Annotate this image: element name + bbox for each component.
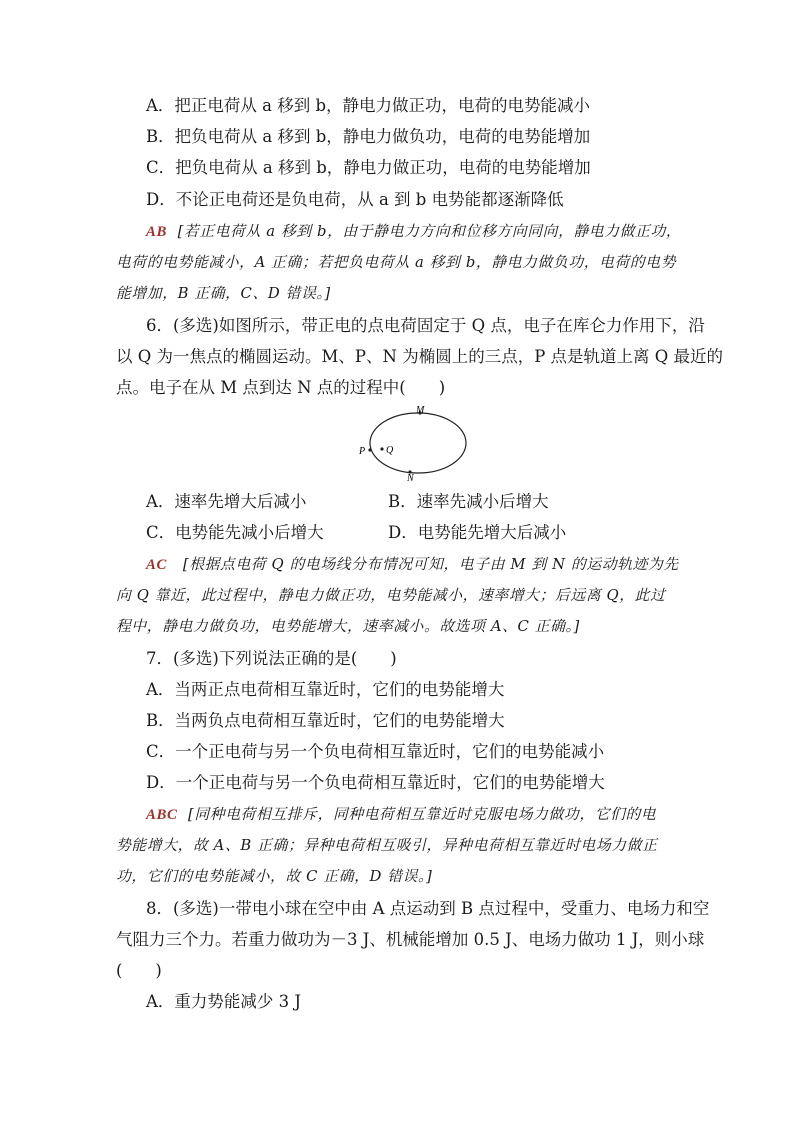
q6-explanation-line-2: 向 Q 靠近，此过程中，静电力做正功，电势能减小，速率增大；后远离 Q，此过 [116, 587, 666, 604]
label-m: M [416, 405, 425, 416]
q7-explanation-line-2: 势能增大，故 A、B 正确；异种电荷相互吸引，异种电荷相互靠近时电场力做正 [116, 837, 658, 854]
q8-option-a: A．重力势能减少 3 J [146, 992, 302, 1011]
q6-stem-line-1: 6．(多选)如图所示，带正电的点电荷固定于 Q 点，电子在库仑力作用下，沿 [146, 316, 705, 335]
q8-stem-line-3: ( ) [116, 961, 162, 980]
q7-option-d: D．一个正电荷与另一个负电荷相互靠近时，它们的电势能增大 [146, 773, 605, 792]
q5-explanation-text-1: [若正电荷从 a 移到 b，由于静电力方向和位移方向同向，静电力做正功， [177, 223, 682, 240]
ellipse-orbit-figure [350, 405, 480, 481]
q5-option-c: C．把负电荷从 a 移到 b，静电力做正功，电荷的电势能增加 [146, 158, 591, 177]
q5-option-a: A．把正电荷从 a 移到 b，静电力做正功，电荷的电势能减小 [146, 96, 591, 115]
q7-stem-line-1: 7．(多选)下列说法正确的是( ) [146, 649, 397, 668]
q7-answer: ABC [146, 807, 178, 823]
q8-stem-line-2: 气阻力三个力。若重力做功为－3 J、机械能增加 0.5 J、电场力做功 1 J，则小球 [116, 930, 705, 949]
q8-stem-line-1: 8．(多选)一带电小球在空中由 A 点运动到 B 点过程中，受重力、电场力和空 [146, 899, 710, 918]
label-q: Q [386, 445, 394, 456]
q6-option-a: A．速率先增大后减小 [146, 492, 307, 511]
q6-explanation-line-1 [146, 554, 679, 576]
point-p [368, 448, 371, 451]
q6-option-b: B．速率先减小后增大 [388, 492, 549, 511]
label-p: P [359, 446, 366, 457]
q5-explanation-line-2: 电荷的电势能减小，A 正确；若把负电荷从 a 移到 b，静电力做负功，电荷的电势 [116, 254, 677, 271]
label-n: N [407, 473, 414, 481]
q6-explanation-text-1: [根据点电荷 Q 的电场线分布情况可知，电子由 M 到 N 的运动轨迹为先 [182, 556, 679, 573]
q5-answer: AB [146, 224, 167, 240]
q7-option-b: B．当两负点电荷相互靠近时，它们的电势能增大 [146, 711, 505, 730]
q7-explanation-text-1: [同种电荷相互排斥，同种电荷相互靠近时克服电场力做功，它们的电 [188, 806, 657, 823]
q5-explanation-line-3: 能增加，B 正确，C、D 错误。] [116, 285, 331, 302]
q6-stem-line-2: 以 Q 为一焦点的椭圆运动。M、P、N 为椭圆上的三点，P 点是轨道上离 Q 最近的 [116, 347, 724, 366]
q7-option-a: A．当两正点电荷相互靠近时，它们的电势能增大 [146, 680, 505, 699]
q7-explanation-line-1 [146, 804, 656, 826]
q6-explanation-line-3: 程中，静电力做负功，电势能增大，速率减小。故选项 A、C 正确。] [116, 618, 580, 635]
q6-option-c: C．电势能先减小后增大 [146, 523, 324, 542]
q7-option-c: C．一个正电荷与另一个负电荷相互靠近时，它们的电势能减小 [146, 742, 605, 761]
q6-answer: AC [146, 557, 167, 573]
q6-stem-line-3: 点。电子在从 M 点到达 N 点的过程中( ) [116, 378, 446, 397]
q7-explanation-line-3: 功，它们的电势能减小，故 C 正确，D 错误。] [116, 868, 433, 885]
q6-option-d: D．电势能先增大后减小 [388, 523, 567, 542]
q5-option-b: B．把负电荷从 a 移到 b，静电力做负功，电荷的电势能增加 [146, 127, 591, 146]
point-q [380, 447, 383, 450]
q5-option-d: D．不论正电荷还是负电荷，从 a 到 b 电势能都逐渐降低 [146, 190, 564, 209]
orbit-ellipse [370, 413, 466, 473]
q5-explanation-line-1 [146, 221, 681, 243]
